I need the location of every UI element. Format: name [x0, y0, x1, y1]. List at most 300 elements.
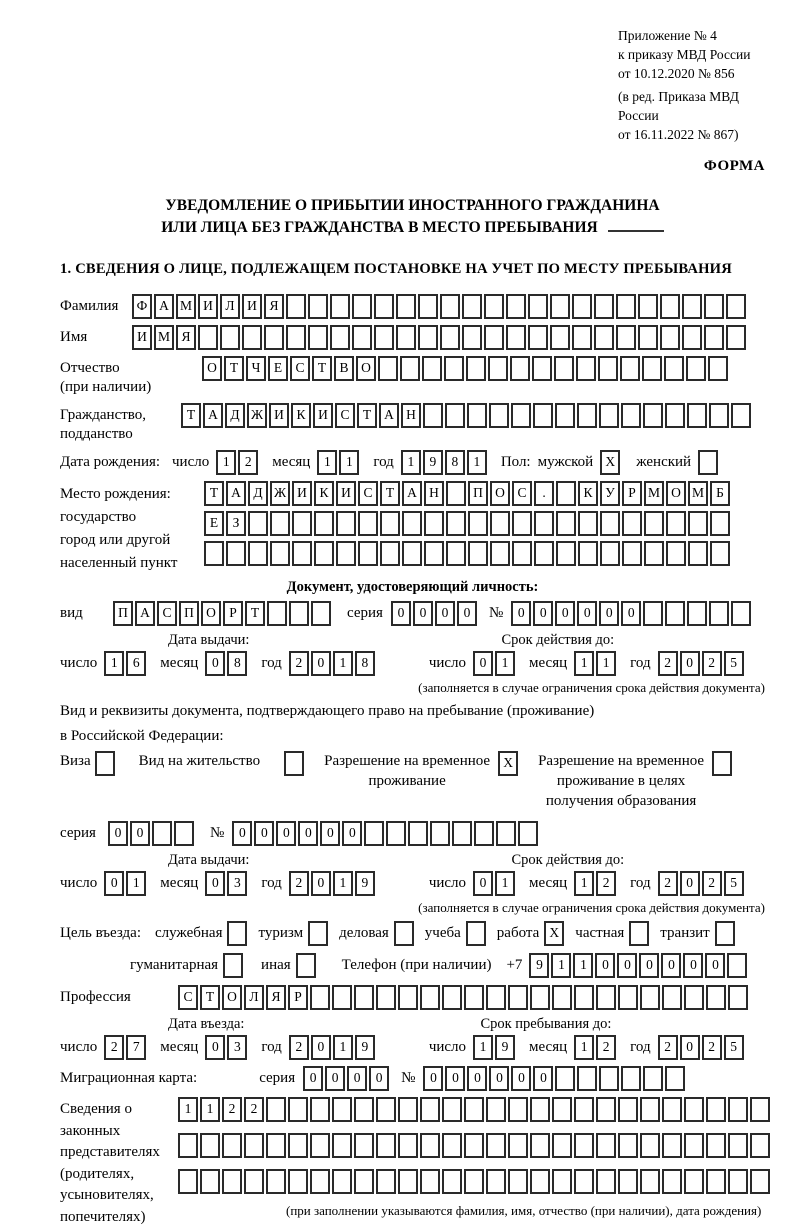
char-cell[interactable] — [622, 541, 642, 566]
char-cell[interactable]: С — [290, 356, 310, 381]
char-cell[interactable] — [662, 1169, 682, 1194]
char-cell[interactable] — [506, 294, 526, 319]
char-cell[interactable] — [599, 403, 619, 428]
char-cell[interactable]: 0 — [311, 871, 331, 896]
char-cell[interactable]: 0 — [473, 651, 493, 676]
char-cell[interactable] — [704, 294, 724, 319]
char-cell[interactable] — [270, 511, 290, 536]
char-cell[interactable]: 3 — [227, 871, 247, 896]
char-cell[interactable] — [222, 1133, 242, 1158]
char-cell[interactable] — [706, 1097, 726, 1122]
char-cell[interactable] — [511, 403, 531, 428]
char-cell[interactable] — [684, 985, 704, 1010]
char-cell[interactable]: 2 — [658, 871, 678, 896]
char-cell[interactable]: 5 — [724, 871, 744, 896]
char-cell[interactable] — [288, 1133, 308, 1158]
char-cell[interactable]: 1 — [200, 1097, 220, 1122]
char-cell[interactable] — [288, 1097, 308, 1122]
char-cell[interactable] — [314, 511, 334, 536]
char-cell[interactable]: А — [203, 403, 223, 428]
char-cell[interactable] — [618, 1097, 638, 1122]
char-cell[interactable] — [508, 1169, 528, 1194]
char-cell[interactable]: 1 — [574, 1035, 594, 1060]
char-cell[interactable]: 0 — [683, 953, 703, 978]
char-cell[interactable] — [204, 541, 224, 566]
char-cell[interactable]: Р — [288, 985, 308, 1010]
visa-checkbox[interactable] — [95, 751, 115, 776]
char-cell[interactable] — [662, 1097, 682, 1122]
char-cell[interactable]: 0 — [595, 953, 615, 978]
char-cell[interactable]: 0 — [311, 651, 331, 676]
char-cell[interactable] — [310, 1133, 330, 1158]
char-cell[interactable] — [442, 985, 462, 1010]
char-cell[interactable] — [618, 1169, 638, 1194]
char-cell[interactable] — [486, 1097, 506, 1122]
char-cell[interactable]: 2 — [238, 450, 258, 475]
char-cell[interactable] — [442, 1097, 462, 1122]
sex-female-checkbox[interactable] — [698, 450, 718, 475]
char-cell[interactable] — [644, 511, 664, 536]
char-cell[interactable] — [464, 1133, 484, 1158]
char-cell[interactable] — [687, 403, 707, 428]
char-cell[interactable] — [532, 356, 552, 381]
char-cell[interactable] — [599, 1066, 619, 1091]
char-cell[interactable]: И — [292, 481, 312, 506]
char-cell[interactable]: 8 — [355, 651, 375, 676]
char-cell[interactable] — [178, 1169, 198, 1194]
char-cell[interactable] — [710, 511, 730, 536]
char-cell[interactable] — [640, 1133, 660, 1158]
char-cell[interactable]: Д — [248, 481, 268, 506]
char-cell[interactable]: Т — [204, 481, 224, 506]
char-cell[interactable]: К — [578, 481, 598, 506]
char-cell[interactable]: 9 — [355, 871, 375, 896]
char-cell[interactable] — [462, 294, 482, 319]
char-cell[interactable] — [442, 1133, 462, 1158]
char-cell[interactable]: 0 — [254, 821, 274, 846]
birth-year-input[interactable] — [401, 450, 489, 475]
purpose-work-checkbox[interactable]: X — [544, 921, 564, 946]
char-cell[interactable]: 1 — [317, 450, 337, 475]
char-cell[interactable]: 0 — [457, 601, 477, 626]
char-cell[interactable] — [270, 541, 290, 566]
char-cell[interactable] — [596, 1133, 616, 1158]
char-cell[interactable] — [308, 325, 328, 350]
char-cell[interactable] — [358, 511, 378, 536]
char-cell[interactable]: Л — [244, 985, 264, 1010]
purpose-transit-checkbox[interactable] — [715, 921, 735, 946]
char-cell[interactable] — [398, 1097, 418, 1122]
char-cell[interactable] — [423, 403, 443, 428]
char-cell[interactable]: Н — [401, 403, 421, 428]
char-cell[interactable]: 9 — [423, 450, 443, 475]
char-cell[interactable]: Т — [245, 601, 265, 626]
char-cell[interactable] — [264, 325, 284, 350]
char-cell[interactable] — [444, 356, 464, 381]
char-cell[interactable] — [424, 511, 444, 536]
identity-issue-day[interactable] — [104, 651, 148, 676]
char-cell[interactable] — [332, 1169, 352, 1194]
char-cell[interactable] — [688, 511, 708, 536]
char-cell[interactable]: М — [688, 481, 708, 506]
char-cell[interactable] — [408, 821, 428, 846]
char-cell[interactable]: 2 — [658, 651, 678, 676]
char-cell[interactable] — [508, 1097, 528, 1122]
char-cell[interactable] — [682, 294, 702, 319]
char-cell[interactable] — [684, 1133, 704, 1158]
char-cell[interactable] — [332, 1133, 352, 1158]
doc-kind-input[interactable] — [113, 601, 333, 626]
char-cell[interactable] — [330, 325, 350, 350]
representatives-row2-input[interactable] — [178, 1133, 772, 1158]
char-cell[interactable] — [200, 1133, 220, 1158]
char-cell[interactable] — [750, 1133, 770, 1158]
char-cell[interactable] — [616, 325, 636, 350]
char-cell[interactable] — [600, 541, 620, 566]
purpose-private-checkbox[interactable] — [629, 921, 649, 946]
char-cell[interactable] — [398, 1133, 418, 1158]
char-cell[interactable] — [731, 601, 751, 626]
char-cell[interactable] — [474, 821, 494, 846]
phone-input[interactable] — [529, 953, 749, 978]
char-cell[interactable]: Д — [225, 403, 245, 428]
char-cell[interactable]: 0 — [555, 601, 575, 626]
char-cell[interactable] — [376, 985, 396, 1010]
char-cell[interactable]: У — [600, 481, 620, 506]
char-cell[interactable]: А — [379, 403, 399, 428]
char-cell[interactable]: 3 — [227, 1035, 247, 1060]
char-cell[interactable] — [464, 1097, 484, 1122]
char-cell[interactable]: Н — [424, 481, 444, 506]
char-cell[interactable] — [665, 601, 685, 626]
char-cell[interactable]: 0 — [325, 1066, 345, 1091]
char-cell[interactable]: В — [334, 356, 354, 381]
char-cell[interactable]: О — [490, 481, 510, 506]
char-cell[interactable] — [486, 985, 506, 1010]
char-cell[interactable] — [640, 985, 660, 1010]
char-cell[interactable] — [336, 511, 356, 536]
char-cell[interactable]: К — [314, 481, 334, 506]
char-cell[interactable] — [576, 356, 596, 381]
char-cell[interactable]: 1 — [126, 871, 146, 896]
char-cell[interactable] — [666, 511, 686, 536]
char-cell[interactable] — [420, 1169, 440, 1194]
char-cell[interactable] — [311, 601, 331, 626]
char-cell[interactable] — [596, 1169, 616, 1194]
char-cell[interactable] — [726, 325, 746, 350]
char-cell[interactable]: 2 — [596, 871, 616, 896]
char-cell[interactable]: 0 — [369, 1066, 389, 1091]
char-cell[interactable]: Р — [622, 481, 642, 506]
char-cell[interactable]: 0 — [705, 953, 725, 978]
char-cell[interactable]: 2 — [702, 651, 722, 676]
char-cell[interactable]: 9 — [355, 1035, 375, 1060]
char-cell[interactable]: 1 — [339, 450, 359, 475]
char-cell[interactable] — [445, 403, 465, 428]
birth-month-input[interactable] — [317, 450, 361, 475]
char-cell[interactable]: Т — [312, 356, 332, 381]
char-cell[interactable] — [222, 1169, 242, 1194]
char-cell[interactable]: 1 — [551, 953, 571, 978]
char-cell[interactable] — [550, 325, 570, 350]
identity-issue-year[interactable] — [289, 651, 377, 676]
char-cell[interactable] — [266, 1169, 286, 1194]
char-cell[interactable] — [728, 1169, 748, 1194]
char-cell[interactable] — [728, 1133, 748, 1158]
char-cell[interactable] — [598, 356, 618, 381]
char-cell[interactable] — [552, 985, 572, 1010]
char-cell[interactable]: И — [132, 325, 152, 350]
char-cell[interactable] — [512, 541, 532, 566]
char-cell[interactable]: 0 — [473, 871, 493, 896]
char-cell[interactable] — [354, 985, 374, 1010]
char-cell[interactable] — [638, 325, 658, 350]
char-cell[interactable]: 0 — [577, 601, 597, 626]
char-cell[interactable]: С — [512, 481, 532, 506]
char-cell[interactable] — [486, 1133, 506, 1158]
char-cell[interactable]: П — [113, 601, 133, 626]
char-cell[interactable] — [489, 403, 509, 428]
char-cell[interactable]: 8 — [445, 450, 465, 475]
char-cell[interactable] — [490, 541, 510, 566]
char-cell[interactable] — [534, 541, 554, 566]
char-cell[interactable]: 9 — [495, 1035, 515, 1060]
char-cell[interactable] — [398, 1169, 418, 1194]
char-cell[interactable]: 5 — [724, 1035, 744, 1060]
char-cell[interactable] — [665, 403, 685, 428]
char-cell[interactable] — [486, 1169, 506, 1194]
temp-residence-edu-checkbox[interactable] — [712, 751, 732, 776]
char-cell[interactable]: 0 — [511, 1066, 531, 1091]
identity-expiry-month[interactable] — [574, 651, 618, 676]
temp-residence-checkbox[interactable]: X — [498, 751, 518, 776]
char-cell[interactable]: . — [534, 481, 554, 506]
char-cell[interactable] — [400, 356, 420, 381]
char-cell[interactable]: Т — [200, 985, 220, 1010]
mc-series-input[interactable] — [303, 1066, 391, 1091]
char-cell[interactable] — [510, 356, 530, 381]
char-cell[interactable] — [530, 1133, 550, 1158]
char-cell[interactable] — [640, 1097, 660, 1122]
char-cell[interactable]: П — [468, 481, 488, 506]
char-cell[interactable] — [644, 541, 664, 566]
char-cell[interactable]: 0 — [489, 1066, 509, 1091]
char-cell[interactable]: 0 — [342, 821, 362, 846]
char-cell[interactable]: О — [201, 601, 221, 626]
char-cell[interactable]: 1 — [596, 651, 616, 676]
char-cell[interactable]: О — [222, 985, 242, 1010]
char-cell[interactable]: Т — [380, 481, 400, 506]
stay-until-month[interactable] — [574, 1035, 618, 1060]
char-cell[interactable] — [600, 511, 620, 536]
char-cell[interactable] — [354, 1169, 374, 1194]
identity-expiry-day[interactable] — [473, 651, 517, 676]
char-cell[interactable]: О — [666, 481, 686, 506]
char-cell[interactable] — [464, 985, 484, 1010]
char-cell[interactable] — [352, 294, 372, 319]
char-cell[interactable] — [660, 325, 680, 350]
char-cell[interactable]: 2 — [658, 1035, 678, 1060]
char-cell[interactable]: З — [226, 511, 246, 536]
char-cell[interactable] — [577, 1066, 597, 1091]
char-cell[interactable] — [572, 294, 592, 319]
char-cell[interactable]: 6 — [126, 651, 146, 676]
char-cell[interactable] — [638, 294, 658, 319]
char-cell[interactable]: 0 — [445, 1066, 465, 1091]
char-cell[interactable] — [596, 985, 616, 1010]
char-cell[interactable] — [682, 325, 702, 350]
char-cell[interactable] — [594, 325, 614, 350]
char-cell[interactable] — [620, 356, 640, 381]
char-cell[interactable] — [552, 1169, 572, 1194]
stay-issue-month[interactable] — [205, 871, 249, 896]
stay-until-day[interactable] — [473, 1035, 517, 1060]
char-cell[interactable]: С — [178, 985, 198, 1010]
char-cell[interactable] — [402, 511, 422, 536]
char-cell[interactable] — [684, 1169, 704, 1194]
char-cell[interactable] — [530, 1097, 550, 1122]
char-cell[interactable] — [512, 511, 532, 536]
char-cell[interactable] — [664, 356, 684, 381]
char-cell[interactable]: 0 — [298, 821, 318, 846]
char-cell[interactable] — [706, 1169, 726, 1194]
char-cell[interactable]: 1 — [333, 871, 353, 896]
birthplace-row3-input[interactable] — [204, 541, 732, 566]
char-cell[interactable] — [622, 511, 642, 536]
char-cell[interactable] — [572, 325, 592, 350]
birthplace-row2-input[interactable] — [204, 511, 732, 536]
char-cell[interactable] — [364, 821, 384, 846]
char-cell[interactable] — [396, 325, 416, 350]
char-cell[interactable] — [289, 601, 309, 626]
char-cell[interactable]: 5 — [724, 651, 744, 676]
char-cell[interactable] — [555, 403, 575, 428]
char-cell[interactable]: К — [291, 403, 311, 428]
char-cell[interactable] — [464, 1169, 484, 1194]
char-cell[interactable]: 0 — [232, 821, 252, 846]
char-cell[interactable] — [750, 1097, 770, 1122]
char-cell[interactable]: С — [335, 403, 355, 428]
char-cell[interactable] — [376, 1097, 396, 1122]
char-cell[interactable]: 0 — [276, 821, 296, 846]
char-cell[interactable] — [554, 356, 574, 381]
char-cell[interactable] — [242, 325, 262, 350]
stay-expiry-day[interactable] — [473, 871, 517, 896]
char-cell[interactable]: 1 — [574, 871, 594, 896]
char-cell[interactable] — [704, 325, 724, 350]
char-cell[interactable] — [286, 325, 306, 350]
char-cell[interactable]: Л — [220, 294, 240, 319]
char-cell[interactable]: 0 — [311, 1035, 331, 1060]
char-cell[interactable] — [430, 821, 450, 846]
char-cell[interactable] — [442, 1169, 462, 1194]
char-cell[interactable] — [643, 1066, 663, 1091]
char-cell[interactable] — [528, 294, 548, 319]
char-cell[interactable] — [618, 985, 638, 1010]
char-cell[interactable] — [446, 481, 466, 506]
char-cell[interactable] — [556, 511, 576, 536]
char-cell[interactable] — [266, 1133, 286, 1158]
char-cell[interactable] — [508, 1133, 528, 1158]
char-cell[interactable] — [314, 541, 334, 566]
char-cell[interactable] — [530, 985, 550, 1010]
char-cell[interactable]: Я — [264, 294, 284, 319]
purpose-commercial-checkbox[interactable] — [394, 921, 414, 946]
char-cell[interactable]: 0 — [599, 601, 619, 626]
char-cell[interactable] — [618, 1133, 638, 1158]
char-cell[interactable]: 0 — [435, 601, 455, 626]
char-cell[interactable] — [552, 1097, 572, 1122]
char-cell[interactable] — [621, 1066, 641, 1091]
char-cell[interactable] — [288, 1169, 308, 1194]
stay-series-input[interactable] — [108, 821, 196, 846]
char-cell[interactable] — [398, 985, 418, 1010]
char-cell[interactable] — [354, 1133, 374, 1158]
char-cell[interactable] — [418, 325, 438, 350]
char-cell[interactable] — [550, 294, 570, 319]
char-cell[interactable]: 0 — [205, 871, 225, 896]
char-cell[interactable] — [578, 541, 598, 566]
char-cell[interactable] — [578, 511, 598, 536]
char-cell[interactable] — [574, 1097, 594, 1122]
char-cell[interactable]: 0 — [423, 1066, 443, 1091]
char-cell[interactable] — [552, 1133, 572, 1158]
char-cell[interactable]: 2 — [596, 1035, 616, 1060]
char-cell[interactable] — [422, 356, 442, 381]
char-cell[interactable] — [533, 403, 553, 428]
char-cell[interactable]: Ж — [247, 403, 267, 428]
char-cell[interactable] — [310, 1097, 330, 1122]
char-cell[interactable] — [244, 1133, 264, 1158]
char-cell[interactable] — [292, 541, 312, 566]
char-cell[interactable] — [662, 985, 682, 1010]
char-cell[interactable] — [308, 294, 328, 319]
char-cell[interactable] — [660, 294, 680, 319]
char-cell[interactable] — [248, 511, 268, 536]
char-cell[interactable]: 9 — [529, 953, 549, 978]
stay-expiry-month[interactable] — [574, 871, 618, 896]
char-cell[interactable] — [310, 985, 330, 1010]
char-cell[interactable] — [424, 541, 444, 566]
char-cell[interactable] — [467, 403, 487, 428]
char-cell[interactable]: Т — [357, 403, 377, 428]
doc-number-input[interactable] — [511, 601, 753, 626]
char-cell[interactable] — [687, 601, 707, 626]
char-cell[interactable] — [198, 325, 218, 350]
stay-until-year[interactable] — [658, 1035, 746, 1060]
char-cell[interactable] — [152, 821, 172, 846]
char-cell[interactable] — [352, 325, 372, 350]
char-cell[interactable]: 2 — [702, 871, 722, 896]
char-cell[interactable]: 1 — [467, 450, 487, 475]
char-cell[interactable] — [574, 1169, 594, 1194]
char-cell[interactable]: 2 — [289, 651, 309, 676]
char-cell[interactable] — [220, 325, 240, 350]
char-cell[interactable] — [728, 1097, 748, 1122]
char-cell[interactable] — [508, 985, 528, 1010]
char-cell[interactable] — [686, 356, 706, 381]
purpose-business-checkbox[interactable] — [227, 921, 247, 946]
char-cell[interactable] — [292, 511, 312, 536]
char-cell[interactable] — [354, 1097, 374, 1122]
char-cell[interactable]: 0 — [511, 601, 531, 626]
char-cell[interactable]: 0 — [320, 821, 340, 846]
char-cell[interactable]: 1 — [216, 450, 236, 475]
char-cell[interactable]: П — [179, 601, 199, 626]
purpose-study-checkbox[interactable] — [466, 921, 486, 946]
char-cell[interactable] — [378, 356, 398, 381]
char-cell[interactable]: 2 — [289, 871, 309, 896]
